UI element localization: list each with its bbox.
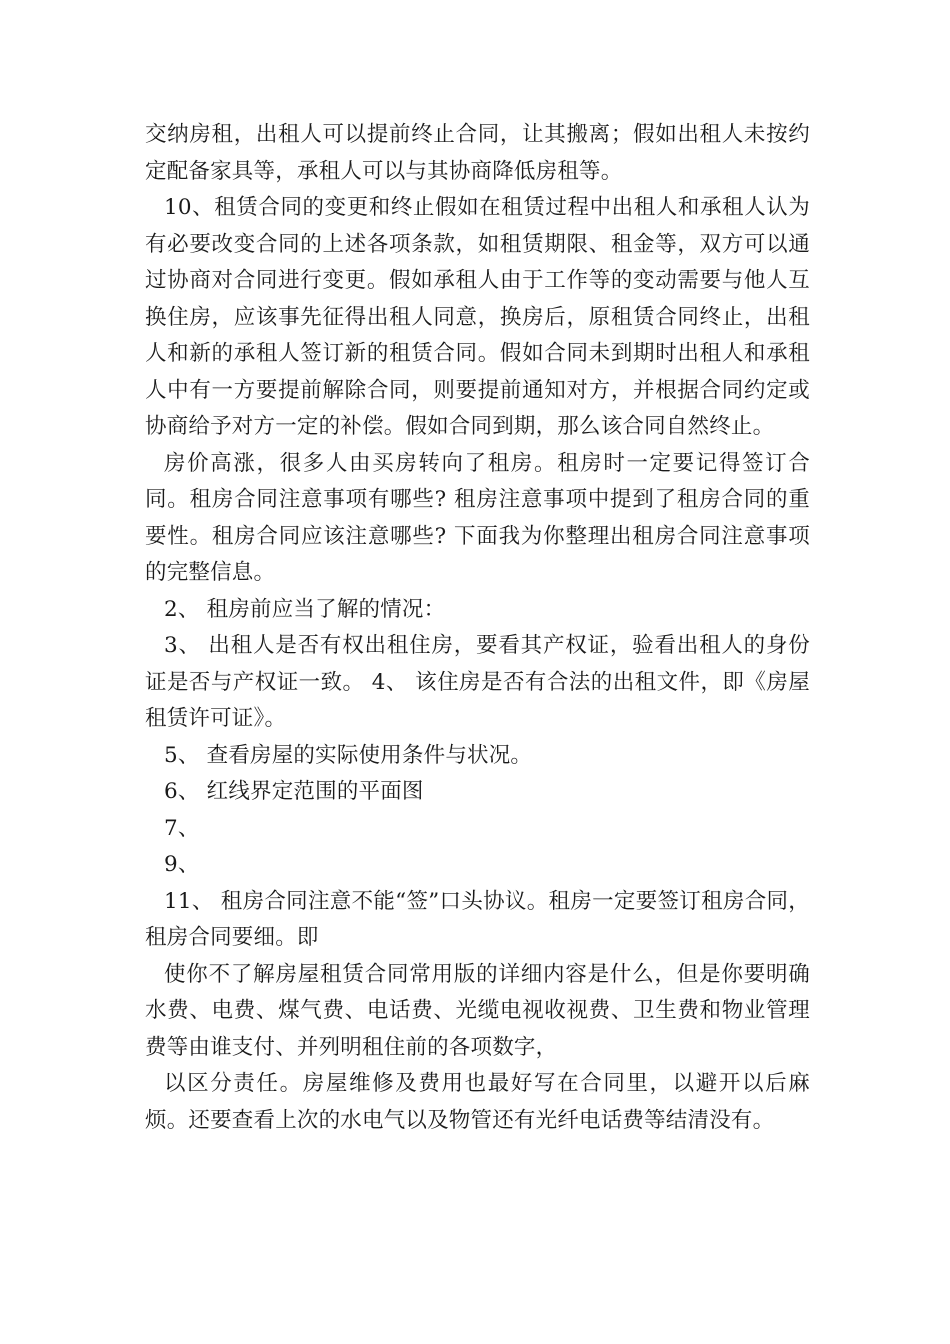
paragraph: 6、 红线界定范围的平面图 [164,779,424,804]
paragraph: 交纳房租，出租人可以提前终止合同，让其搬离；假如出租人未按约定配备家具等，承租人可以与其协商降低房租等。 [145,122,810,184]
paragraph: 7、 [164,815,200,841]
paragraph: 房价高涨，很多人由买房转向了租房。租房时一定要记得签订合同。租房合同注意事项有哪些? 租房注意事项中提到了租房合同的重要性。租房合同应该注意哪些? 下面我为你整理出租房合同注意事项的完整信息。 [145,450,810,585]
paragraph: 5、 查看房屋的实际使用条件与状况。 [164,742,533,768]
document-body [145,117,810,1139]
paragraph: 10、租赁合同的变更和终止假如在租赁过程中出租人和承租人认为有必要改变合同的上述各项条款，如租赁期限、租金等，双方可以通过协商对合同进行变更。假如承租人由于工作等的变动需要与他人互换住房，应该事先征得出租人同意，换房后，原租赁合同终止，出租人和新的承租人签订新的租赁合同。假如合同未到期时出租人和承租人中有一方要提前解除合同，则要提前通知对方，并根据合同约定或协商给予对方一定的补偿。假如合同到期，那么该合同自然终止。 [145,195,810,439]
paragraph: 9、 [164,852,200,877]
paragraph: 3、 出租人是否有权出租住房，要看其产权证，验看出租人的身份证是否与产权证一致。 4、 该住房是否有合法的出租文件，即《房屋租赁许可证》。 [145,633,810,731]
paragraph: 2、 租房前应当了解的情况： [164,596,446,622]
paragraph: 以区分责任。房屋维修及费用也最好写在合同里，以避开以后麻烦。还要查看上次的水电气以及物管还有光纤电话费等结清没有。 [145,1071,810,1133]
paragraph: 11、 租房合同注意不能“签”口头协议。租房一定要签订租房合同，租房合同要细。即 [145,888,810,950]
paragraph: 使你不了解房屋租赁合同常用版的详细内容是什么，但是你要明确水费、电费、煤气费、电话费、光缆电视收视费、卫生费和物业管理费等由谁支付、并列明租住前的各项数字， [145,961,810,1060]
